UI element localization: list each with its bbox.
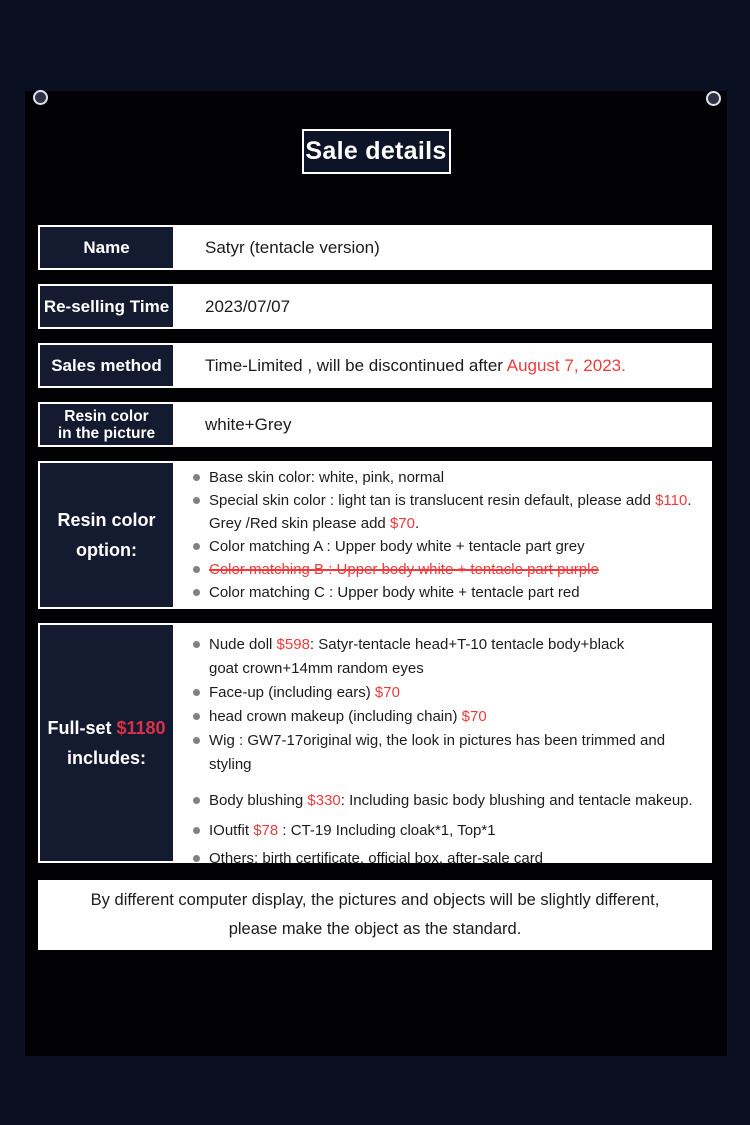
row-name-label [38, 225, 175, 270]
bullet-item [193, 819, 706, 843]
row-sales-method-label [38, 343, 175, 388]
label-line-2: option: [76, 540, 137, 560]
row-reselling-time [38, 284, 712, 329]
disclaimer-line-1: By different computer display, the pictures and objects will be slightly different, [90, 891, 660, 909]
bullet-item [193, 729, 706, 777]
text-run: head crown makeup (including chain) [209, 708, 462, 725]
bullet-dot-icon [193, 855, 200, 862]
bullet-text [209, 558, 599, 581]
row-resin-option-label [38, 461, 175, 609]
bullet-item [193, 535, 706, 558]
text-run: : Satyr-tentacle head+T-10 tentacle body+black [309, 636, 625, 653]
resin-option-list [175, 461, 712, 609]
text-run: $1180 [116, 718, 166, 738]
bullet-text [209, 789, 693, 813]
text-run: Nude doll [209, 636, 277, 653]
bullet-text [209, 466, 444, 489]
text-run: . [687, 492, 692, 509]
bullet-item [193, 705, 706, 729]
text-run: styling [209, 756, 252, 773]
sale-details-panel [25, 91, 727, 1056]
text-run: 2023/07/07 [205, 296, 291, 316]
bullet-text [209, 847, 543, 871]
row-reselling-value [175, 284, 712, 329]
row-full-set-label [38, 623, 175, 863]
text-run: goat crown+14mm random eyes [209, 660, 424, 677]
pin-circle-right-icon [706, 91, 721, 106]
text-run: . [414, 515, 420, 532]
row-resin-color-picture [38, 402, 712, 447]
row-sales-method [38, 343, 712, 388]
text-run: Color matching C : Upper body white + tentacle part red [209, 584, 580, 601]
bullet-item [193, 558, 706, 581]
text-run: Face-up (including ears) [209, 684, 375, 701]
row-resin-picture-value [175, 402, 712, 447]
bullet-item [193, 789, 706, 813]
bullet-item [193, 681, 706, 705]
bullet-dot-icon [193, 797, 200, 804]
bullet-text [209, 705, 487, 729]
text-run: Color matching B : Upper body white + tentacle part purple [209, 561, 599, 578]
bullet-item [193, 633, 706, 681]
text-run: Grey /Red skin please add [209, 515, 390, 532]
row-full-set [38, 623, 712, 867]
row-name [38, 225, 712, 270]
bullet-text [209, 729, 665, 777]
row-resin-picture-label [38, 402, 175, 447]
text-run: white+Grey [205, 414, 292, 434]
text-run: $70 [389, 515, 415, 532]
text-run: $110 [655, 492, 688, 509]
pin-circle-left-icon [33, 90, 48, 105]
display-disclaimer [38, 880, 712, 950]
bullet-text [209, 681, 400, 705]
label-text: Sales method [51, 355, 162, 375]
text-run: Wig : GW7-17original wig, the look in pictures has been trimmed and [209, 732, 666, 749]
text-run: $70 [374, 684, 400, 701]
bullet-text [209, 633, 624, 681]
bullet-dot-icon [193, 641, 200, 648]
text-run: $330 [307, 792, 341, 809]
label-text: Re-selling Time [43, 296, 170, 316]
text-run: Full-set [47, 718, 117, 738]
row-reselling-label [38, 284, 175, 329]
text-run: August 7, 2023. [506, 355, 626, 375]
value-text [205, 415, 291, 435]
bullet-dot-icon [193, 713, 200, 720]
row-name-value [175, 225, 712, 270]
value-text [205, 356, 626, 376]
text-run: $70 [461, 708, 487, 725]
label-line-2: in the picture [57, 424, 156, 442]
text-run: Base skin color: white, pink, normal [209, 469, 445, 486]
bullet-dot-icon [193, 566, 200, 573]
text-run: Others: birth certificate, official box, after-sale card [209, 850, 544, 867]
value-text [205, 297, 290, 317]
bullet-text [209, 581, 580, 604]
bullet-text [209, 535, 585, 558]
text-run: $78 [253, 822, 279, 839]
page-title: Sale details [305, 137, 447, 165]
info-rows [38, 225, 712, 867]
bullet-item [193, 466, 706, 489]
bullet-dot-icon [193, 497, 200, 504]
text-run: Body blushing [209, 792, 308, 809]
label-line-1: Resin color [57, 510, 156, 530]
value-text [205, 238, 380, 258]
bullet-item [193, 581, 706, 604]
full-set-list [175, 623, 712, 867]
bullet-dot-icon [193, 827, 200, 834]
row-sales-method-value [175, 343, 712, 388]
text-run: : CT-19 Including cloak*1, Top*1 [278, 822, 496, 839]
bullet-dot-icon [193, 543, 200, 550]
bullet-text [209, 489, 692, 535]
label-text: Name [83, 237, 130, 257]
text-run: : Including basic body blushing and tentacle makeup. [340, 792, 693, 809]
bullet-dot-icon [193, 737, 200, 744]
text-run: Special skin color : light tan is translucent resin default, please add [209, 492, 656, 509]
bullet-text [209, 819, 496, 843]
bullet-dot-icon [193, 474, 200, 481]
bullet-item [193, 489, 706, 535]
bullet-item [193, 847, 706, 871]
page-title-box [302, 129, 451, 174]
label-line-1: Resin color [64, 407, 149, 425]
text-run: Time-Limited , will be discontinued after [205, 355, 507, 375]
label-line-2: includes: [66, 748, 146, 768]
bullet-dot-icon [193, 689, 200, 696]
text-run: Color matching A : Upper body white + tentacle part grey [209, 538, 585, 555]
bullet-dot-icon [193, 589, 200, 596]
text-run: IOutfit [209, 822, 254, 839]
label-line-1 [47, 713, 165, 743]
disclaimer-line-2: please make the object as the standard. [228, 920, 522, 938]
text-run: $598 [276, 636, 310, 653]
row-resin-color-option [38, 461, 712, 609]
text-run: Satyr (tentacle version) [205, 237, 380, 257]
